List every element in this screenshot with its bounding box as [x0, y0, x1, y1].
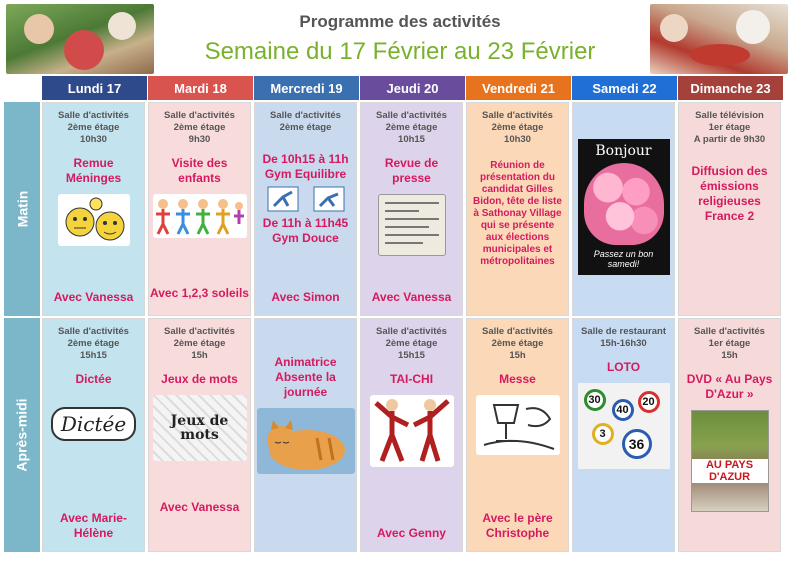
- dvd-cover-image: AU PAYS D'AZUR: [691, 410, 769, 512]
- loto-balls-icon: 30 20 40 3 36: [578, 383, 670, 469]
- header-photo-seniors: [650, 4, 788, 74]
- morning-cell: [678, 102, 781, 316]
- animator: Avec Marie-Hélène: [60, 511, 127, 540]
- day-column-mercredi: [254, 76, 359, 552]
- activity: Remue Méninges: [65, 156, 122, 185]
- taichi-icon: [370, 395, 454, 467]
- animator: Avec Genny: [377, 526, 446, 540]
- location: Salle d'activités 2ème étage: [270, 110, 341, 133]
- morning-cell: [360, 102, 463, 316]
- chalice-icon: [476, 395, 560, 455]
- gym-icon: [264, 186, 348, 212]
- afternoon-cell: [572, 318, 675, 552]
- location: Salle d'activités 2ème étage 15h15: [376, 326, 447, 361]
- morning-cell: [572, 102, 675, 316]
- activity: TAI-CHI: [389, 372, 434, 386]
- location: Salle d'activités 2ème étage 9h30: [164, 110, 235, 145]
- morning-cell: [466, 102, 569, 316]
- header-photo-gardening: [6, 4, 154, 74]
- sleeping-cat-icon: [257, 408, 355, 474]
- day-column-vendredi: [466, 76, 571, 552]
- day-column-samedi: [572, 76, 677, 552]
- activity: Diffusion des émissions religieuses France 2: [691, 164, 768, 223]
- activity: Revue de presse: [384, 156, 439, 185]
- morning-cell: [42, 102, 145, 316]
- row-label-morning: Matin: [4, 102, 40, 316]
- animator: Avec Vanessa: [53, 290, 134, 304]
- morning-cell: [148, 102, 251, 316]
- activity: Messe: [499, 372, 536, 386]
- day-column-dimanche: [678, 76, 783, 552]
- activity-2: De 11h à 11h45 Gym Douce: [262, 216, 349, 245]
- day-column-lundi: [42, 76, 147, 552]
- activity: DVD « Au Pays D'Azur »: [686, 372, 773, 401]
- activity: Dictée: [75, 372, 112, 386]
- day-header: Jeudi 20: [360, 76, 465, 100]
- animator: Avec Vanessa: [371, 290, 452, 304]
- location: Salle de restaurant 15h-16h30: [580, 326, 666, 349]
- word-games-image: Jeux de mots: [153, 395, 247, 461]
- afternoon-cell: [466, 318, 569, 552]
- activity: LOTO: [606, 360, 641, 374]
- morning-cell: [254, 102, 357, 316]
- day-column-mardi: [148, 76, 253, 552]
- activity: Animatrice Absente la journée: [274, 355, 337, 399]
- animator: Avec 1,2,3 soleils: [150, 286, 249, 300]
- bonjour-roses-image: Bonjour Passez un bon samedi!: [578, 139, 670, 275]
- activity: De 10h15 à 11h Gym Equilibre: [262, 152, 349, 181]
- newspaper-icon: [378, 194, 446, 256]
- afternoon-cell: [678, 318, 781, 552]
- activity: Visite des enfants: [171, 156, 228, 185]
- location: Salle d'activités 1er étage 15h: [694, 326, 765, 361]
- animator: Avec Vanessa: [159, 500, 240, 514]
- animator: Avec le père Christophe: [482, 511, 553, 540]
- afternoon-cell: [42, 318, 145, 552]
- dictee-image: Dictée: [51, 407, 136, 441]
- afternoon-cell: [148, 318, 251, 552]
- day-column-jeudi: [360, 76, 465, 552]
- day-header: Dimanche 23: [678, 76, 783, 100]
- page-title: Programme des activités: [299, 12, 501, 31]
- location: Salle d'activités 2ème étage 10h30: [482, 110, 553, 145]
- location: Salle d'activités 2ème étage 15h: [482, 326, 553, 361]
- location: Salle d'activités 2ème étage 10h15: [376, 110, 447, 145]
- location: Salle d'activités 2ème étage 15h: [164, 326, 235, 361]
- afternoon-cell: [254, 318, 357, 552]
- day-header: Lundi 17: [42, 76, 147, 100]
- location: Salle d'activités 2ème étage 15h15: [58, 326, 129, 361]
- day-header: Vendredi 21: [466, 76, 571, 100]
- location: Salle d'activités 2ème étage 10h30: [58, 110, 129, 145]
- day-header: Samedi 22: [572, 76, 677, 100]
- page-subtitle: Semaine du 17 Février au 23 Février: [204, 38, 596, 65]
- day-header: Mardi 18: [148, 76, 253, 100]
- afternoon-cell: [360, 318, 463, 552]
- animator: Avec Simon: [271, 290, 340, 304]
- schedule-grid: [4, 76, 786, 552]
- thinking-smiley-icon: [58, 194, 130, 246]
- location: Salle télévision 1er étage A partir de 9h30: [693, 110, 766, 145]
- activity: Jeux de mots: [161, 372, 238, 386]
- row-label-afternoon: Après-midi: [4, 318, 40, 552]
- day-header: Mercredi 19: [254, 76, 359, 100]
- children-icon: [153, 194, 247, 238]
- activity: Réunion de présentation du candidat Gilles Bidon, tête de liste à Sathonay Village qui se présente aux élections municipales et métropolitaines: [473, 160, 562, 267]
